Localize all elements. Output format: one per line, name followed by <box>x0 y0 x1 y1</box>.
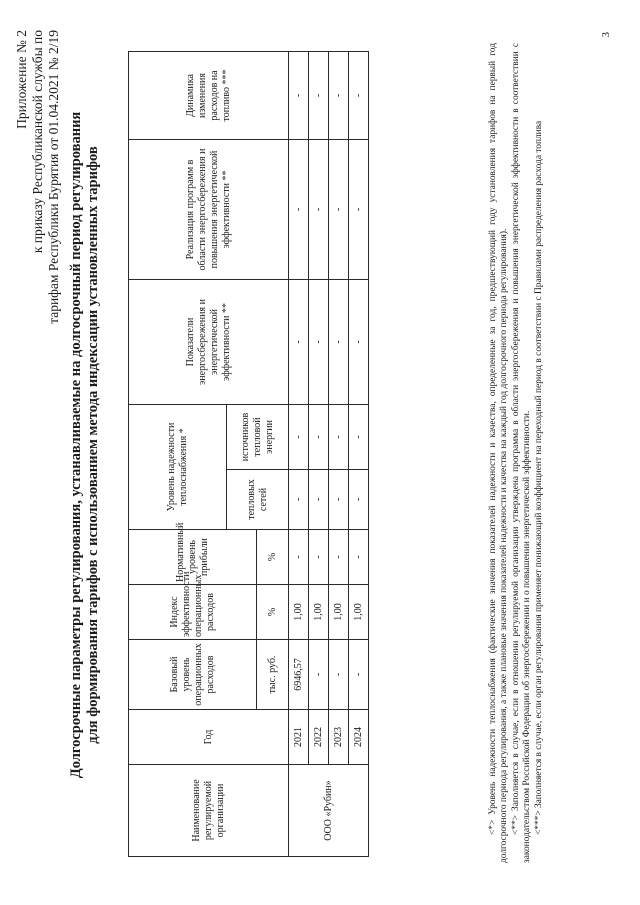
cell-year: 2022 <box>309 710 329 765</box>
cell-profit: - <box>309 530 329 585</box>
cell-sources: - <box>349 405 369 470</box>
cell-programs: - <box>329 140 349 280</box>
cell-base: - <box>309 640 329 710</box>
cell-profit: - <box>289 530 309 585</box>
cell-fuel: - <box>349 52 369 140</box>
unit-index: % <box>257 585 289 640</box>
parameters-table <box>128 51 369 857</box>
order-date: тарифам Республики Бурятия от 01.04.2021 № 2/19 <box>46 30 61 324</box>
cell-profit: - <box>349 530 369 585</box>
cell-index: 1,00 <box>309 585 329 640</box>
cell-energy: - <box>289 280 309 405</box>
header-year: Год <box>129 710 289 765</box>
cell-sources: - <box>329 405 349 470</box>
cell-base: - <box>329 640 349 710</box>
footnote-energy-program: <**> Заполняется в случае, если в отношении регулируемой организации утверждена программа в области энергосбережения и повышения энергетической эффективности в соответствии с законодательством Российской Федерации об энергосбережении и о повышении энергетической эффективности. <box>510 43 533 863</box>
cell-fuel: - <box>289 52 309 140</box>
footnotes <box>488 43 545 863</box>
table-row <box>349 52 369 857</box>
cell-energy: - <box>329 280 349 405</box>
footnote-fuel: <***> Заполняется в случае, если орган регулирования применяет понижающий коэффициент на переходный период в соответствии с Правилами распределения расхода топлива <box>533 120 544 835</box>
cell-fuel: - <box>329 52 349 140</box>
title-line-1: Долгосрочные параметры регулирования, устанавливаемые на долгосрочный период регулирования <box>68 111 84 779</box>
cell-profit: - <box>329 530 349 585</box>
cell-index: 1,00 <box>329 585 349 640</box>
cell-fuel: - <box>309 52 329 140</box>
cell-programs: - <box>289 140 309 280</box>
cell-programs: - <box>349 140 369 280</box>
header-opex-index: Индекс эффективности операционных расходов <box>129 585 257 640</box>
cell-base: 6946,57 <box>289 640 309 710</box>
cell-networks: - <box>309 470 329 530</box>
header-org: Наименование регулируемой организации <box>129 765 289 857</box>
table-row <box>289 52 309 857</box>
table-row <box>309 52 329 857</box>
header-programs: Реализация программ в области энергосбережения и повышения энергетической эффективности ** <box>129 140 289 280</box>
footnote-reliability: <*> Уровень надежности теплоснабжения (фактические значения показателей надежности и качества, определенные за год, предшествующий году установления тарифов на первый год долгосрочного периода регулирования, а также плановые значения показателей надежности и качества на каждый год долгосрочного периода регулирования). <box>488 43 510 863</box>
appendix-header <box>14 30 62 324</box>
cell-sources: - <box>309 405 329 470</box>
header-row <box>129 52 227 857</box>
header-sources: источников тепловой энергии <box>227 405 289 470</box>
cell-networks: - <box>329 470 349 530</box>
cell-sources: - <box>289 405 309 470</box>
header-profit: Нормативный уровень прибыли <box>129 530 257 585</box>
org-name: ООО «Рубин» <box>289 765 369 857</box>
cell-programs: - <box>309 140 329 280</box>
cell-year: 2023 <box>329 710 349 765</box>
cell-energy: - <box>349 280 369 405</box>
cell-index: 1,00 <box>349 585 369 640</box>
cell-year: 2024 <box>349 710 369 765</box>
unit-profit: % <box>257 530 289 585</box>
header-networks: тепловых сетей <box>227 470 289 530</box>
cell-year: 2021 <box>289 710 309 765</box>
document-title <box>68 55 102 835</box>
title-line-2: для формирования тарифов с использованием метода индексации установленных тарифов <box>85 146 101 744</box>
page-number: 3 <box>600 32 612 38</box>
cell-energy: - <box>309 280 329 405</box>
table-row <box>329 52 349 857</box>
cell-networks: - <box>349 470 369 530</box>
cell-base: - <box>349 640 369 710</box>
header-reliability: Уровень надежности теплоснабжения * <box>129 405 227 530</box>
order-reference: к приказу Республиканской службы по <box>30 30 45 254</box>
header-energy-indicators: Показатели энергосбережения и энергетической эффективности ** <box>129 280 289 405</box>
header-base-opex: Базовый уровень операционных расходов <box>129 640 257 710</box>
cell-networks: - <box>289 470 309 530</box>
appendix-number: Приложение № 2 <box>14 30 29 129</box>
unit-base: тыс. руб. <box>257 640 289 710</box>
cell-index: 1,00 <box>289 585 309 640</box>
header-fuel: Динамика изменения расходов на топливо *** <box>129 52 289 140</box>
